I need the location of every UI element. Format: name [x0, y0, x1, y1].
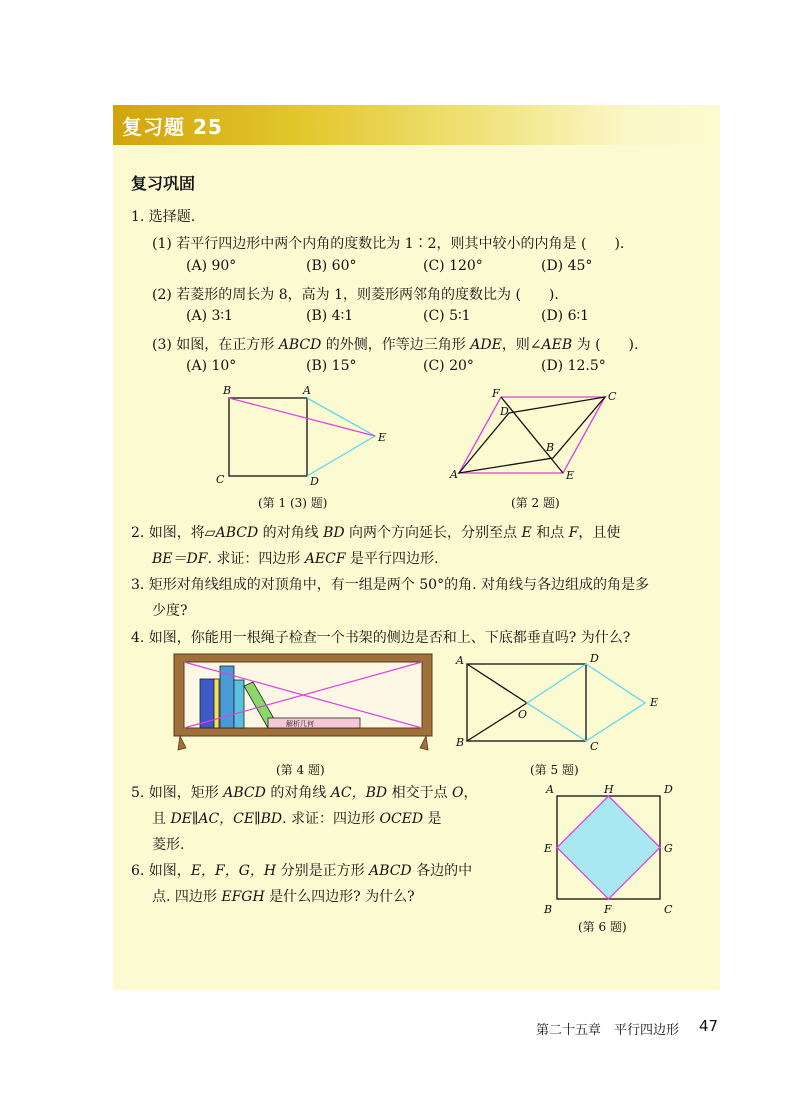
- q3-line2: 少度?: [152, 603, 188, 619]
- q1-sub1-option-d: (D) 45°: [541, 258, 593, 274]
- label-A: A: [456, 654, 464, 667]
- figure-4-caption: (第 4 题): [276, 763, 325, 777]
- q5-text-end: ，: [463, 785, 478, 801]
- q6-text-d: 点. 四边形: [152, 889, 222, 905]
- q6-line2: [152, 886, 415, 906]
- q5-text-d: 且: [152, 811, 171, 827]
- q1-sub3-aeb: AEB: [541, 337, 573, 353]
- q2-f: F: [568, 525, 579, 541]
- figure-1-3-caption: (第 1 (3) 题): [258, 496, 328, 510]
- label-C: C: [590, 740, 599, 753]
- q2-text-a: 2. 如图，将▱: [131, 525, 216, 541]
- q5-line1: [131, 782, 478, 802]
- figure-2-caption: (第 2 题): [511, 496, 560, 510]
- figure-5-caption: (第 5 题): [530, 763, 579, 777]
- label-F: F: [604, 903, 612, 916]
- label-B: B: [544, 903, 553, 916]
- q1-sub3-option-b: (B) 15°: [306, 358, 357, 374]
- q2-be-df: BE＝DF: [152, 551, 208, 567]
- q1-sub3-option-c: (C) 20°: [423, 358, 474, 374]
- figure-4-bookshelf: [170, 652, 438, 756]
- q5-text-a: 5. 如图，矩形: [131, 785, 224, 801]
- segment-ao: [467, 664, 527, 703]
- footer-chapter: 第二十五章 平行四边形: [536, 1023, 680, 1038]
- triangle-ade: [307, 398, 375, 476]
- label-D: D: [590, 652, 599, 665]
- page-number: 47: [699, 1017, 719, 1035]
- q5-text-f: 是: [423, 811, 442, 827]
- q2-text-b: 的对角线: [258, 525, 324, 541]
- label-A: A: [546, 783, 554, 796]
- figure-2: [445, 385, 625, 495]
- figure-5: [450, 652, 660, 756]
- figure-6: [540, 782, 680, 916]
- book-lying-title: 解析几何: [286, 720, 314, 728]
- label-D: D: [664, 783, 673, 796]
- q6-abcd: ABCD: [369, 863, 412, 879]
- q6-efgh-points: E，F，G，H: [190, 863, 277, 879]
- q1-sub1-text: (1) 若平行四边形中两个内角的度数比为 1∶2，则其中较小的内角是 ( ).: [152, 236, 625, 252]
- square-efgh: [557, 796, 660, 899]
- q1-sub1-option-b: (B) 60°: [306, 258, 357, 274]
- q6-efgh: EFGH: [221, 889, 265, 905]
- q5-line3: 菱形.: [152, 837, 185, 853]
- q2-text-c: 向两个方向延长，分别至点: [344, 525, 522, 541]
- label-E: E: [650, 696, 659, 709]
- q5-abcd: ABCD: [223, 785, 266, 801]
- label-E: E: [378, 431, 387, 444]
- q1-sub3-mid: 的外侧，作等边三角形: [321, 337, 471, 353]
- q5-o: O: [452, 785, 464, 801]
- shelf-leg-right: [420, 736, 428, 750]
- q1-sub2-option-b: (B) 4∶1: [306, 308, 354, 324]
- q2-line2: [152, 548, 438, 568]
- q1-sub2-option-c: (C) 5∶1: [423, 308, 471, 324]
- q2-text-e: . 求证：四边形: [207, 551, 305, 567]
- q5-line2: [152, 808, 442, 828]
- q1-stem: 1. 选择题.: [131, 209, 196, 225]
- page-title: 复习题 25: [122, 115, 223, 139]
- q1-sub3-text: [152, 334, 638, 354]
- q5-text-b: 的对角线: [265, 785, 331, 801]
- q2-text-d: 和点: [531, 525, 569, 541]
- q1-sub1-option-a: (A) 90°: [186, 258, 237, 274]
- label-D: D: [310, 475, 319, 488]
- q2-text-end: ，且使: [578, 525, 621, 541]
- q1-sub3-prefix: (3) 如图，在正方形: [152, 337, 279, 353]
- q2-abcd: ABCD: [215, 525, 259, 541]
- label-C: C: [608, 390, 617, 403]
- q5-text-e: . 求证：四边形: [282, 811, 380, 827]
- label-D: D: [500, 405, 509, 418]
- label-B: B: [223, 384, 232, 397]
- q2-aecf: AECF: [304, 551, 346, 567]
- section-heading: 复习巩固: [131, 174, 196, 193]
- q5-oced: OCED: [379, 811, 424, 827]
- q1-sub2-text: (2) 若菱形的周长为 8，高为 1，则菱形两邻角的度数比为 ( ).: [152, 287, 559, 303]
- q4-text: 4. 如图，你能用一根绳子检查一个书架的侧边是否和上、下底都垂直吗? 为什么?: [131, 630, 631, 646]
- q1-sub3-abcd: ABCD: [278, 337, 322, 353]
- book-cyan: [234, 680, 244, 728]
- q1-sub2-option-a: (A) 3∶1: [186, 308, 233, 324]
- label-C: C: [664, 903, 673, 916]
- label-O: O: [518, 708, 528, 721]
- q6-line1: [131, 860, 472, 880]
- label-E: E: [566, 469, 575, 482]
- q1-sub1-option-c: (C) 120°: [423, 258, 483, 274]
- label-E: E: [544, 842, 553, 855]
- label-A: A: [303, 384, 311, 397]
- q6-text-a: 6. 如图，: [131, 863, 191, 879]
- q1-sub3-option-a: (A) 10°: [186, 358, 237, 374]
- label-B: B: [546, 441, 555, 454]
- q2-text-f: 是平行四边形.: [345, 551, 439, 567]
- q1-sub3-end: 为 ( ).: [572, 337, 639, 353]
- q5-text-c: 相交于点: [387, 785, 453, 801]
- label-H: H: [604, 783, 614, 796]
- segment-be: [229, 398, 375, 436]
- q2-bd: BD: [323, 525, 345, 541]
- q1-sub3-ade: ADE: [470, 337, 502, 353]
- q6-text-c: 各边的中: [411, 863, 473, 879]
- q1-sub3-option-d: (D) 12.5°: [541, 358, 606, 374]
- q1-sub3-tail: ，则∠: [501, 337, 542, 353]
- q6-text-b: 分别是正方形: [276, 863, 370, 879]
- q2-e: E: [521, 525, 532, 541]
- q5-parallel: DE∥AC，CE∥BD: [170, 811, 283, 827]
- q1-sub2-option-d: (D) 6∶1: [541, 308, 590, 324]
- label-G: G: [664, 842, 673, 855]
- label-A: A: [450, 468, 458, 481]
- q6-text-e: 是什么四边形? 为什么?: [264, 889, 415, 905]
- shelf-leg-left: [178, 736, 186, 750]
- q3-line1: 3. 矩形对角线组成的对顶角中，有一组是两个 50°的角. 对角线与各边组成的角是多: [131, 577, 649, 593]
- label-C: C: [216, 473, 225, 486]
- figure-6-caption: (第 6 题): [578, 920, 627, 934]
- q2-line1: [131, 522, 620, 542]
- q5-ac-bd: AC，BD: [330, 785, 388, 801]
- book-lying: [268, 718, 360, 728]
- figure-1-3: [210, 385, 400, 495]
- label-B: B: [456, 736, 465, 749]
- label-F: F: [492, 387, 500, 400]
- book-yellow: [214, 679, 219, 728]
- square-abcd: [229, 398, 307, 476]
